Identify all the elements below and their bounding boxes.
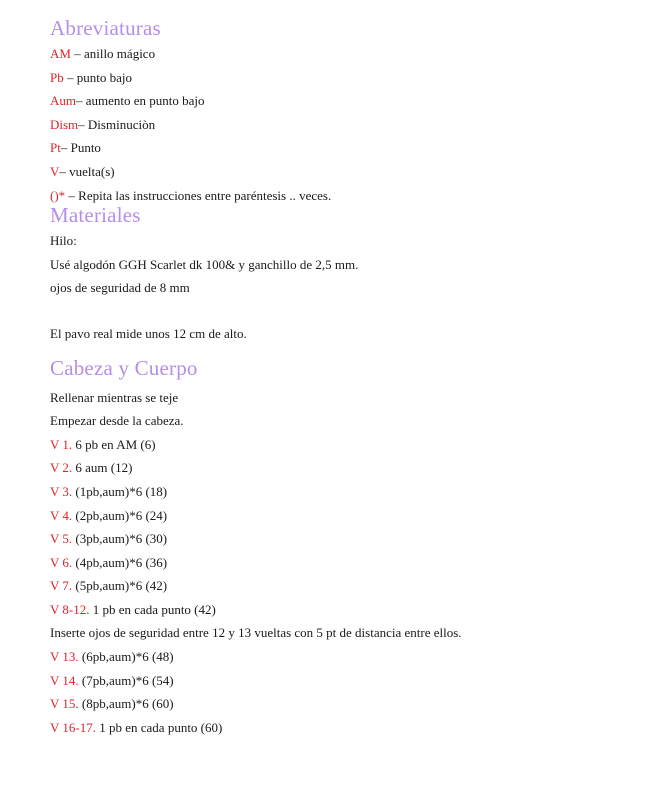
abbreviation-item [50,42,630,66]
abbreviation-desc: – vuelta(s) [59,163,115,179]
round-row [50,456,630,480]
round-label: V 4. [50,507,73,523]
round-text: (6pb,aum)*6 (48) [78,649,174,665]
round-row [50,716,630,740]
abbreviation-item [50,66,630,90]
materials-list [50,229,630,345]
round-label: V 14. [50,672,79,688]
round-label: V 5. [50,531,73,547]
eyes-note: Inserte ojos de seguridad entre 12 y 13 vueltas con 5 pt de distancia entre ellos. [50,625,462,641]
cabeza-cuerpo-heading: Cabeza y Cuerpo [50,355,198,380]
round-row [50,692,630,716]
abbreviation-desc: – Punto [60,140,101,156]
round-label: V 2. [50,460,73,476]
round-text: 6 aum (12) [72,460,133,476]
abbreviation-code: ()* [50,187,66,203]
abbreviation-item [50,89,630,113]
abbreviation-code: Aum [50,93,76,109]
abbreviation-desc: – Disminuciòn [78,116,156,132]
round-row [50,645,630,669]
round-label: V 16-17. [50,719,96,735]
round-text: 6 pb en AM (6) [72,436,156,452]
round-text: (7pb,aum)*6 (54) [78,672,174,688]
round-row [50,527,630,551]
round-text: (2pb,aum)*6 (24) [72,507,168,523]
abbreviation-code: Pt [50,140,61,156]
abbreviation-desc: – anillo mágico [70,46,156,61]
round-label: V 6. [50,554,73,570]
instruction-line: Rellenar mientras se teje [50,389,179,405]
materiales-heading: Materiales [50,203,141,228]
round-text: (3pb,aum)*6 (30) [72,531,168,547]
material-line: Usé algodón GGH Scarlet dk 100& y ganchillo de 2,5 mm. [50,256,359,272]
round-text: (4pb,aum)*6 (36) [72,554,168,570]
round-row [50,433,630,457]
size-note: El pavo real mide unos 12 cm de alto. [50,325,247,341]
abbreviation-desc: – punto bajo [63,69,132,85]
instruction-line: Empezar desde la cabeza. [50,413,184,429]
round-label: V 13. [50,649,79,665]
pattern-page [50,14,630,739]
abbreviation-item [50,160,630,184]
abbreviation-code: Dism [50,116,79,132]
round-label: V 8-12. [50,601,90,617]
abbreviation-code: V [50,163,60,179]
abbreviation-item [50,136,630,160]
round-label: V 3. [50,483,73,499]
round-row [50,574,630,598]
round-text: (1pb,aum)*6 (18) [72,483,168,499]
round-label: V 7. [50,578,73,594]
round-label: V 15. [50,696,79,712]
round-text: (8pb,aum)*6 (60) [78,696,174,712]
round-text: 1 pb en cada punto (42) [89,601,216,617]
round-text: 1 pb en cada punto (60) [95,719,223,735]
round-row [50,669,630,693]
instructions-list [50,386,630,740]
round-text: (5pb,aum)*6 (42) [72,578,168,594]
abbreviation-item [50,113,630,137]
material-line: Hilo: [50,233,77,249]
abbreviation-desc: – Repita las instrucciones entre paréntesis .. veces. [65,187,332,203]
round-row [50,480,630,504]
material-line: ojos de seguridad de 8 mm [50,280,190,296]
round-row [50,551,630,575]
abbreviation-code: Pb [50,69,64,85]
abbreviation-code: AM [50,46,71,61]
round-row [50,598,630,622]
abbreviation-desc: – aumento en punto bajo [76,93,205,109]
round-label: V 1. [50,436,73,452]
spacer [50,300,630,322]
abbreviation-list [50,42,630,207]
abreviaturas-heading: Abreviaturas [50,16,161,40]
round-row [50,504,630,528]
